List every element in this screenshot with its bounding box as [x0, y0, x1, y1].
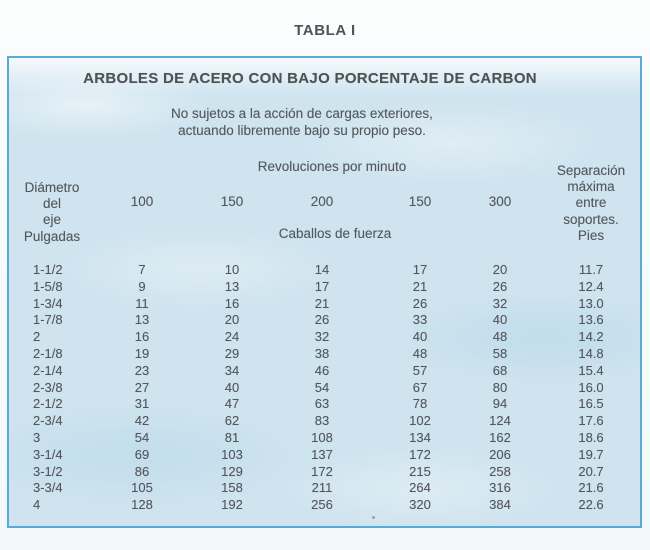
hp-cell: 69 [134, 447, 150, 462]
hp-cell: 137 [311, 447, 333, 462]
diameter-cell: 4 [33, 497, 41, 512]
diameter-cell: 3-3/4 [33, 480, 63, 495]
hp-cell: 48 [412, 346, 428, 361]
hp-cell: 158 [221, 480, 243, 495]
hp-cell: 162 [489, 430, 511, 445]
hp-cell: 34 [224, 363, 240, 378]
hp-cell: 54 [314, 380, 330, 395]
hp-cell: 68 [492, 363, 508, 378]
diameter-cell: 2-1/4 [33, 363, 63, 378]
hp-cell: 80 [492, 380, 508, 395]
separation-cell: 15.4 [578, 363, 604, 378]
rpm-value: 150 [408, 194, 432, 209]
separation-header-line: entre [575, 195, 607, 211]
hp-cell: 26 [492, 279, 508, 294]
diameter-cell: 1-5/8 [33, 279, 63, 294]
diameter-cell: 2-3/8 [33, 380, 63, 395]
hp-cell: 129 [221, 464, 243, 479]
separation-cell: 16.0 [578, 380, 604, 395]
hp-cell: 58 [492, 346, 508, 361]
separation-cell: 14.8 [578, 346, 604, 361]
hp-cell: 83 [314, 413, 330, 428]
hp-cell: 29 [224, 346, 240, 361]
table-row [9, 311, 640, 328]
separation-cell: 12.4 [578, 279, 604, 294]
rpm-value: 300 [488, 194, 512, 209]
hp-cell: 47 [224, 396, 240, 411]
hp-cell: 206 [489, 447, 511, 462]
hp-cell: 10 [224, 262, 240, 277]
hp-cell: 16 [224, 296, 240, 311]
hp-cell: 215 [409, 464, 431, 479]
rpm-value: 200 [310, 194, 334, 209]
separation-cell: 16.5 [578, 396, 604, 411]
hp-cell: 63 [314, 396, 330, 411]
table-subtitle [9, 106, 595, 139]
subtitle-line: No sujetos a la acción de cargas exteriores, [171, 106, 433, 121]
hp-cell: 31 [134, 396, 150, 411]
hp-cell: 33 [412, 312, 428, 327]
hp-cell: 26 [412, 296, 428, 311]
separation-cell: 11.7 [578, 262, 604, 277]
subtitle-line: actuando libremente bajo su propio peso. [178, 122, 426, 138]
table-row [9, 479, 640, 496]
hp-cell: 105 [131, 480, 153, 495]
diameter-cell: 2 [33, 329, 41, 344]
hp-cell: 62 [224, 413, 240, 428]
diameter-cell: 2-1/2 [33, 396, 63, 411]
diameter-cell: 3 [33, 430, 41, 445]
hp-cell: 124 [489, 413, 511, 428]
table-row [9, 463, 640, 480]
hp-cell: 192 [221, 497, 243, 512]
hp-cell: 258 [489, 464, 511, 479]
table-row [9, 429, 640, 446]
separation-header-line: Separación [556, 163, 626, 178]
separation-cell: 20.7 [578, 464, 604, 479]
diameter-cell: 1-1/2 [33, 262, 63, 277]
table-row [9, 261, 640, 278]
hp-cell: 46 [314, 363, 330, 378]
hp-cell: 57 [412, 363, 428, 378]
hp-cell: 32 [314, 329, 330, 344]
diameter-cell: 3-1/2 [33, 464, 63, 479]
hp-cell: 21 [314, 296, 330, 311]
hp-cell: 67 [412, 380, 428, 395]
hp-cell: 86 [134, 464, 150, 479]
hp-cell: 7 [138, 262, 146, 277]
separation-header-line: Pies [577, 227, 605, 243]
separation-cell: 17.6 [578, 413, 604, 428]
diameter-header-line: Pulgadas [23, 228, 81, 244]
separation-cell: 14.2 [578, 329, 604, 344]
table-row [9, 295, 640, 312]
separation-header-line: soportes. [563, 211, 619, 227]
table-row [9, 328, 640, 345]
table-title: ARBOLES DE ACERO CON BAJO PORCENTAJE DE CARBON [83, 70, 537, 87]
table-frame [7, 56, 642, 528]
diameter-cell: 1-7/8 [33, 312, 63, 327]
hp-cell: 32 [492, 296, 508, 311]
diameter-cell: 1-3/4 [33, 296, 63, 311]
hp-cell: 38 [314, 346, 330, 361]
hp-group-header: Caballos de fuerza [278, 226, 392, 241]
rpm-value: 150 [220, 194, 244, 209]
hp-cell: 128 [131, 497, 153, 512]
hp-cell: 81 [224, 430, 240, 445]
hp-cell: 256 [311, 497, 333, 512]
diameter-column-header [10, 180, 94, 245]
table-row [9, 446, 640, 463]
diameter-cell: 2-1/8 [33, 346, 63, 361]
table-caption: TABLA I [294, 22, 356, 39]
separation-cell: 19.7 [578, 447, 604, 462]
hp-cell: 384 [489, 497, 511, 512]
table-row [9, 412, 640, 429]
hp-cell: 134 [409, 430, 431, 445]
hp-cell: 40 [492, 312, 508, 327]
separation-cell: 13.6 [578, 312, 604, 327]
hp-cell: 16 [134, 329, 150, 344]
rpm-group-header: Revoluciones por minuto [257, 159, 407, 174]
hp-cell: 24 [224, 329, 240, 344]
table-row [9, 395, 640, 412]
hp-cell: 26 [314, 312, 330, 327]
hp-cell: 11 [135, 296, 149, 311]
diameter-cell: 2-3/4 [33, 413, 63, 428]
table-row [9, 278, 640, 295]
hp-cell: 40 [412, 329, 428, 344]
diameter-header-line: Diámetro [24, 180, 80, 195]
diameter-header-line: eje [42, 212, 61, 228]
hp-cell: 102 [409, 413, 431, 428]
table-row [9, 345, 640, 362]
scan-speckle [372, 516, 375, 519]
hp-cell: 108 [311, 430, 333, 445]
hp-cell: 320 [409, 497, 431, 512]
rpm-value: 100 [130, 194, 154, 209]
hp-cell: 23 [134, 363, 150, 378]
hp-cell: 20 [224, 312, 240, 327]
hp-cell: 27 [134, 380, 150, 395]
hp-cell: 13 [224, 279, 240, 294]
table-row [9, 496, 640, 513]
diameter-cell: 3-1/4 [33, 447, 63, 462]
separation-cell: 22.6 [578, 497, 604, 512]
hp-cell: 20 [492, 262, 508, 277]
hp-cell: 17 [314, 279, 330, 294]
hp-cell: 40 [224, 380, 240, 395]
hp-cell: 172 [311, 464, 333, 479]
separation-cell: 13.0 [578, 296, 604, 311]
hp-cell: 211 [311, 480, 333, 495]
hp-cell: 103 [221, 447, 243, 462]
hp-cell: 316 [489, 480, 511, 495]
separation-cell: 18.6 [578, 430, 604, 445]
table-row [9, 379, 640, 396]
rpm-values-row [9, 193, 640, 210]
separation-header-line: máxima [567, 179, 615, 195]
diameter-header-line: del [42, 196, 61, 212]
hp-cell: 78 [412, 396, 428, 411]
hp-cell: 94 [492, 396, 508, 411]
table-row [9, 362, 640, 379]
hp-cell: 48 [492, 329, 508, 344]
hp-cell: 172 [409, 447, 431, 462]
hp-cell: 21 [412, 279, 428, 294]
hp-cell: 264 [409, 480, 431, 495]
hp-cell: 54 [134, 430, 150, 445]
separation-cell: 21.6 [578, 480, 604, 495]
hp-cell: 14 [314, 262, 330, 277]
hp-cell: 19 [134, 346, 150, 361]
hp-cell: 17 [412, 262, 428, 277]
hp-cell: 9 [138, 279, 146, 294]
hp-cell: 42 [134, 413, 150, 428]
hp-cell: 13 [134, 312, 150, 327]
